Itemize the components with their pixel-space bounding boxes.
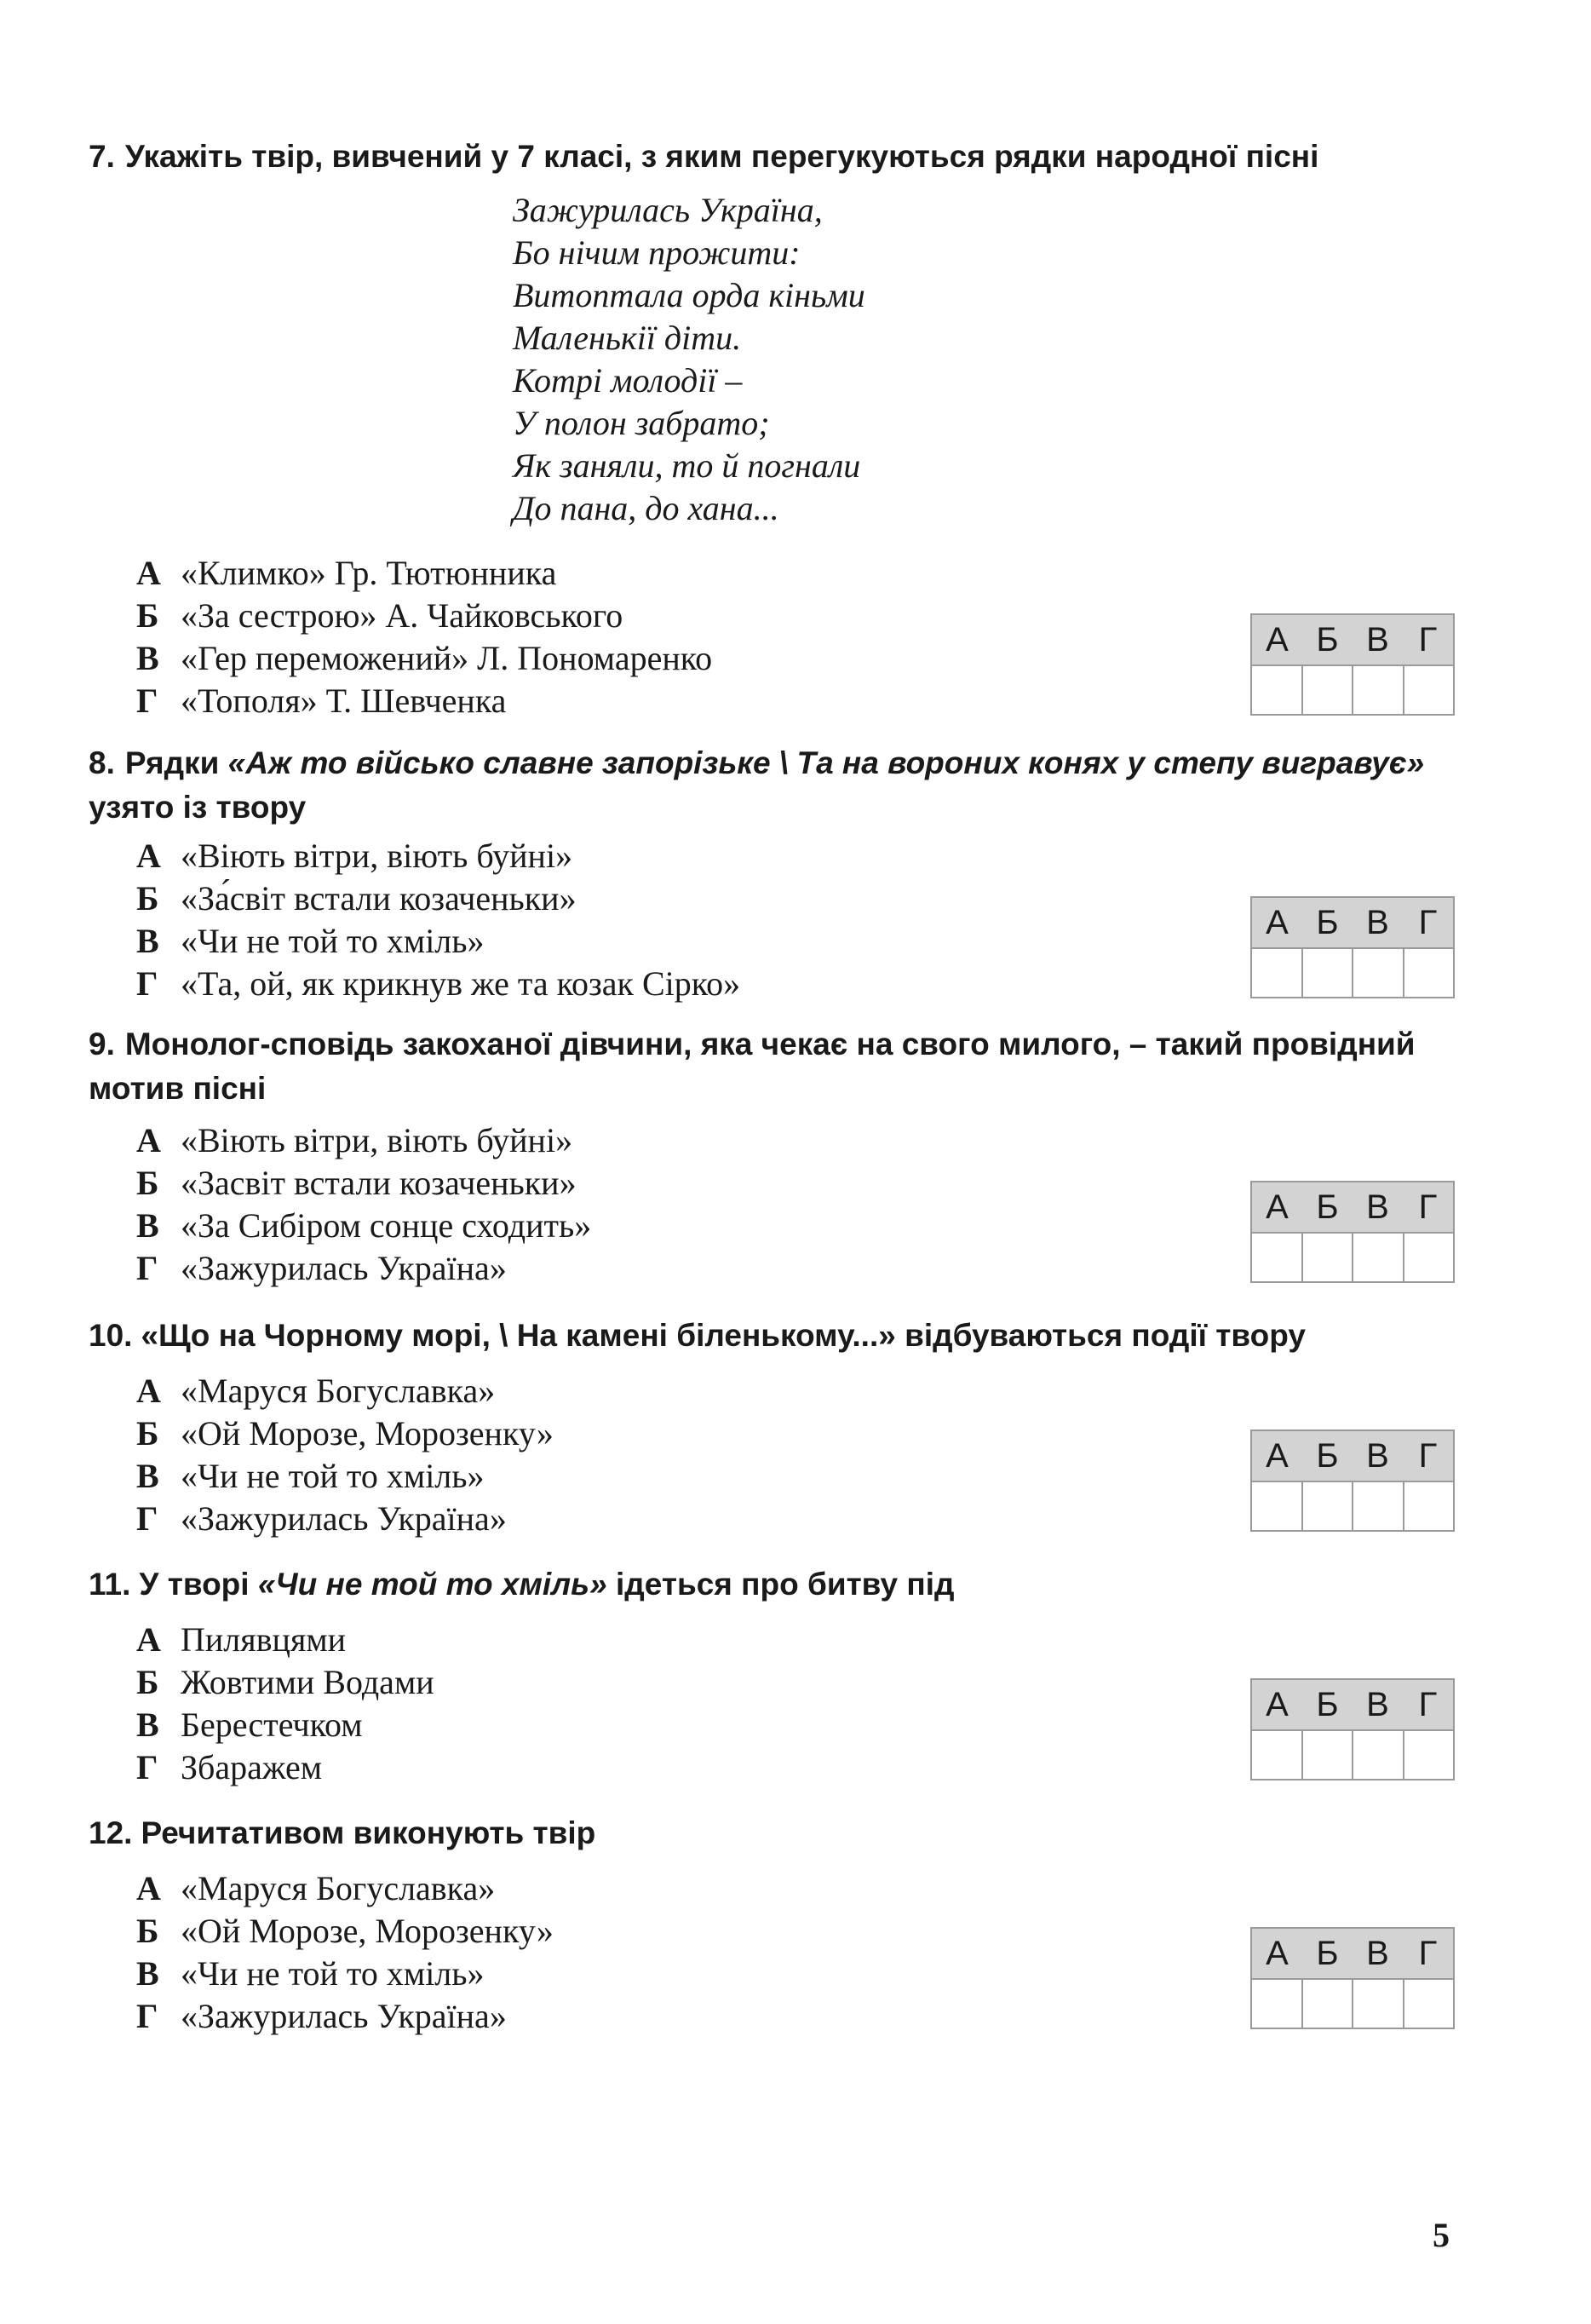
grid-letter: А (1266, 1686, 1289, 1723)
answer-option: Г «Зажурилась Україна» (136, 1997, 507, 2035)
grid-letter: А (1266, 904, 1289, 941)
poem-line: Бо нічим прожити: (513, 233, 801, 272)
question-number: 7. (89, 139, 115, 174)
answer-grid-q7 (1250, 613, 1455, 716)
answer-option: Б «За сестрою» А. Чайковського (136, 596, 623, 635)
question-number: 9. (89, 1027, 115, 1061)
answer-option: Б «Ой Морозе, Морозенку» (136, 1414, 554, 1452)
poem-line: Котрі молодії – (513, 361, 743, 400)
answer-option: Г «Зажурилась Україна» (136, 1249, 507, 1287)
answer-cell[interactable] (1303, 1234, 1354, 1283)
answer-cell[interactable] (1303, 949, 1354, 998)
answer-option: Б «За́світ встали козаченьки» (136, 879, 577, 918)
answer-grid-q9 (1250, 1181, 1455, 1283)
answer-cell[interactable] (1303, 1980, 1354, 2029)
answer-option: А «Маруся Богуславка» (136, 1869, 496, 1907)
answer-cell[interactable] (1404, 1234, 1454, 1283)
answer-cell[interactable] (1252, 666, 1303, 716)
question-text: Речитативом виконують твір (141, 1815, 596, 1850)
grid-letter: А (1266, 1437, 1289, 1475)
quoted-lines: «Аж то військо славне запорізьке \ Та на вороних конях у степу вигравує» (227, 745, 1425, 780)
answer-cell[interactable] (1252, 1980, 1303, 2029)
answer-option: В «Чи не той то хміль» (136, 1457, 485, 1495)
grid-letter: Б (1316, 1188, 1339, 1226)
question-text: Укажіть твір, вивчений у 7 класі, з яким перегукуються рядки народної пісні (124, 139, 1319, 174)
answer-cell[interactable] (1404, 1731, 1454, 1780)
grid-letter: Г (1418, 1935, 1438, 1972)
grid-letter: В (1366, 1686, 1389, 1723)
question-8-prompt: 8. Рядки «Аж то військо славне запорізьке \ Та на вороних конях у степу вигравує» узято із твору (89, 745, 1425, 825)
grid-letter: Б (1316, 621, 1339, 659)
question-7-prompt (89, 135, 1468, 179)
question-12-prompt (89, 1811, 1468, 1855)
poem-excerpt (513, 189, 865, 530)
question-text: «Що на Чорному морі, \ На камені біленькому...» відбуваються події твору (141, 1318, 1306, 1353)
grid-letter: В (1366, 1437, 1389, 1475)
answer-grid-q12 (1250, 1927, 1455, 2029)
question-7-options (136, 552, 712, 722)
answer-grid-q10 (1250, 1429, 1455, 1532)
answer-option: А «Маруся Богуславка» (136, 1372, 496, 1410)
answer-option: В «Чи не той то хміль» (136, 1954, 485, 1993)
grid-letter: Б (1316, 1935, 1339, 1972)
answer-cell[interactable] (1404, 666, 1454, 716)
answer-option: В «Гер переможений» Л. Пономаренко (136, 639, 713, 677)
answer-cell[interactable] (1353, 949, 1404, 998)
answer-cell[interactable] (1353, 1234, 1404, 1283)
answer-grid-q8 (1250, 896, 1455, 998)
answer-option: Б «Засвіт встали козаченьки» (136, 1164, 577, 1202)
grid-letter: В (1366, 904, 1389, 941)
answer-option: А Пилявцями (136, 1620, 347, 1659)
answer-option: Г «Та, ой, як крикнув же та козак Сірко» (136, 964, 741, 1003)
answer-cell[interactable] (1353, 1482, 1404, 1532)
answer-cell[interactable] (1303, 1482, 1354, 1532)
question-number: 11. (89, 1567, 131, 1602)
answer-cell[interactable] (1303, 666, 1354, 716)
answer-cell[interactable] (1252, 1731, 1303, 1780)
question-11-prompt: 11. У творі «Чи не той то хміль» ідеться про битву під (89, 1567, 955, 1602)
grid-letter: А (1266, 1188, 1289, 1226)
question-9-prompt (89, 1022, 1468, 1111)
grid-letter: Б (1316, 1437, 1339, 1475)
poem-line: У полон забрато; (513, 404, 770, 442)
grid-letter: В (1366, 621, 1389, 659)
question-10-options (136, 1370, 554, 1540)
answer-option: Г «Зажурилась Україна» (136, 1499, 507, 1538)
grid-letter: Г (1418, 904, 1438, 941)
answer-cell[interactable] (1353, 1731, 1404, 1780)
answer-cell[interactable] (1303, 1731, 1354, 1780)
page-number: 5 (1433, 2216, 1450, 2254)
answer-cell[interactable] (1353, 666, 1404, 716)
grid-letter: Г (1418, 621, 1438, 659)
question-8-options (136, 835, 740, 1005)
grid-letter: Г (1418, 1437, 1438, 1475)
grid-letter: Г (1418, 1686, 1438, 1723)
grid-letter: А (1266, 621, 1289, 659)
question-number: 8. (89, 745, 115, 780)
answer-option: А «Климко» Гр. Тютюнника (136, 554, 557, 592)
question-10-prompt (89, 1314, 1468, 1358)
answer-cell[interactable] (1252, 1482, 1303, 1532)
poem-line: Зажурилась Україна, (513, 191, 823, 229)
answer-option: Г «Тополя» Т. Шевченка (136, 682, 507, 720)
poem-line: Витоптала орда кіньми (513, 276, 865, 314)
answer-cell[interactable] (1353, 1980, 1404, 2029)
question-11-options (136, 1619, 434, 1789)
answer-option: В «Чи не той то хміль» (136, 922, 485, 960)
grid-letter: Г (1418, 1188, 1438, 1226)
question-12-options (136, 1867, 554, 2038)
answer-option: Б Жовтими Водами (136, 1663, 434, 1701)
question-number: 10. (89, 1318, 133, 1353)
quoted-title: «Чи не той то хміль» (257, 1567, 607, 1602)
question-text: Монолог-сповідь закоханої дівчини, яка чекає на свого милого, – такий провідний мотив пісні (89, 1027, 1416, 1106)
answer-cell[interactable] (1404, 1482, 1454, 1532)
answer-cell[interactable] (1404, 949, 1454, 998)
poem-line: Маленькії діти. (513, 319, 742, 357)
answer-option: Г Збаражем (136, 1748, 323, 1786)
question-9-options (136, 1119, 591, 1290)
answer-cell[interactable] (1252, 1234, 1303, 1283)
answer-option: А «Віють вітри, віють буйні» (136, 837, 573, 875)
grid-letter: Б (1316, 1686, 1339, 1723)
grid-letter: В (1366, 1188, 1389, 1226)
answer-option: А «Віють вітри, віють буйні» (136, 1121, 573, 1159)
answer-cell[interactable] (1404, 1980, 1454, 2029)
poem-line: До пана, до хана... (513, 489, 779, 527)
answer-cell[interactable] (1252, 949, 1303, 998)
grid-letter: В (1366, 1935, 1389, 1972)
question-number: 12. (89, 1815, 133, 1850)
grid-letter: А (1266, 1935, 1289, 1972)
grid-letter: Б (1316, 904, 1339, 941)
answer-option: Б «Ой Морозе, Морозенку» (136, 1912, 554, 1950)
poem-line: Як заняли, то й погнали (513, 446, 861, 485)
answer-option: В «За Сибіром сонце сходить» (136, 1206, 592, 1245)
answer-option: В Берестечком (136, 1706, 363, 1744)
answer-grid-q11 (1250, 1678, 1455, 1780)
